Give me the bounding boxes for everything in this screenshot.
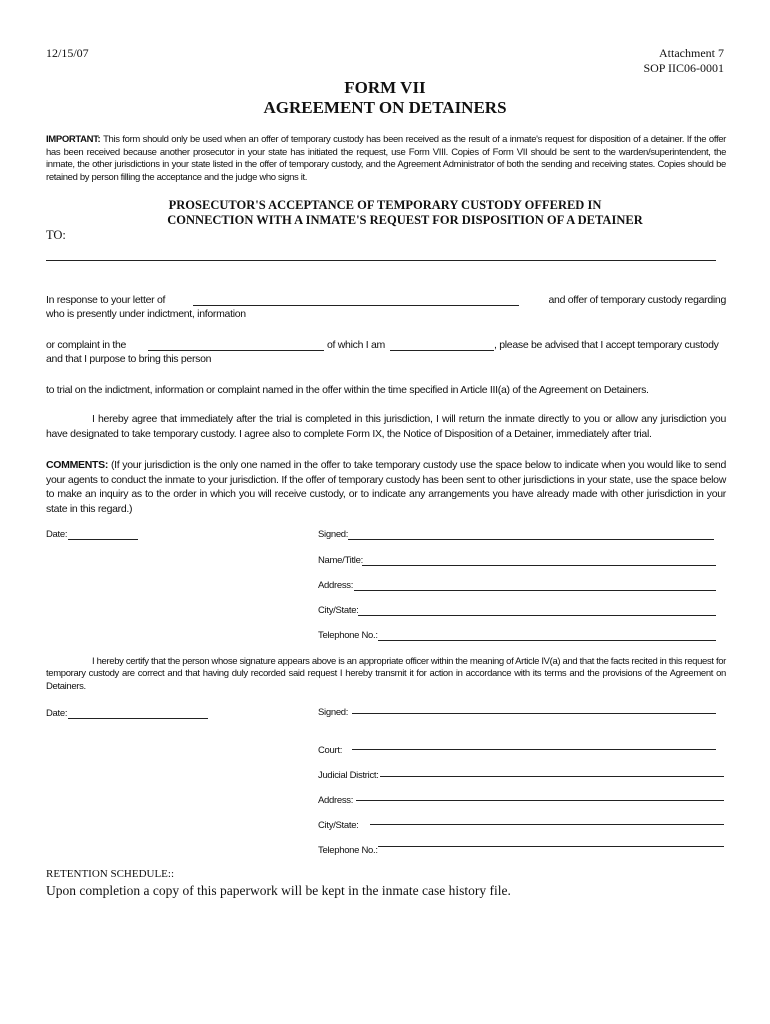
judicial-district-field[interactable] <box>380 776 724 777</box>
comments-paragraph <box>46 458 726 516</box>
court-field[interactable] <box>352 749 716 750</box>
complaint-prefix: or complaint in the <box>46 339 127 351</box>
address-label-2: Address: <box>318 795 354 806</box>
important-label: IMPORTANT: <box>46 134 101 145</box>
name-title-field[interactable] <box>362 565 716 566</box>
section-heading-line2: CONNECTION WITH A INMATE'S REQUEST FOR DISPOSITION OF A DETAINER <box>167 213 643 227</box>
signed-label-1: Signed: <box>318 529 349 540</box>
date-field-1[interactable] <box>68 539 138 540</box>
name-title-label: Name/Title: <box>318 555 363 566</box>
to-label: TO: <box>46 228 66 242</box>
attachment-label: Attachment 7 <box>659 46 724 60</box>
court-label: Court: <box>318 745 343 756</box>
retention-text: Upon completion a copy of this paperwork will be kept in the inmate case history file. <box>46 883 511 898</box>
address-field-2[interactable] <box>356 800 724 801</box>
form-title: FORM VII <box>344 78 426 97</box>
date-field-2[interactable] <box>68 718 208 719</box>
telephone-field-2[interactable] <box>378 846 724 847</box>
complaint-line2: and that I purpose to bring this person <box>46 353 212 365</box>
signed-field-1[interactable] <box>348 539 714 540</box>
section-heading-line1: PROSECUTOR'S ACCEPTANCE OF TEMPORARY CUSTODY OFFERED IN <box>168 198 602 212</box>
city-state-label-1: City/State: <box>318 605 359 616</box>
address-field-1[interactable] <box>354 590 716 591</box>
city-state-label-2: City/State: <box>318 820 359 831</box>
trial-text: to trial on the indictment, information or complaint named in the offer within the time specified in Article III(a) of the Agreement on Detainers. <box>46 384 649 396</box>
date-label-2: Date: <box>46 708 68 719</box>
to-field[interactable] <box>46 260 716 261</box>
title-field[interactable] <box>390 350 494 351</box>
address-label-1: Address: <box>318 580 354 591</box>
certify-text: I hereby certify that the person whose signature appears above is an appropriate officer within the meaning of Article IV(a) and that the facts recited in this request for temporary custody are correct and that having duly recorded said request I hereby transmit it for action in accordance with its terms and the provisions of the Agreement on Detainers. <box>46 656 726 692</box>
form-subtitle: AGREEMENT ON DETAINERS <box>263 98 507 117</box>
complaint-suffix: , please be advised that I accept temporary custody <box>494 339 719 351</box>
judicial-district-label: Judicial District: <box>318 770 379 781</box>
signed-label-2: Signed: <box>318 707 349 718</box>
date-label-1: Date: <box>46 529 68 540</box>
sop-number: SOP IIC06-0001 <box>643 61 724 75</box>
important-text: This form should only be used when an offer of temporary custody has been received as the result of a inmate's request for disposition of a detainer. If the offer has been received because another prosecutor in your state has initiated the request, use Form VIII. Copies of Form VII should be sent to the warden/superintendent, the inmate, the other jurisdictions in your state listed in the offer of temporary custody, and the Agreement Administrator of both the sending and receiving states. Copies should be retained by person filling the acceptance and the judge who signs it. <box>46 134 726 183</box>
telephone-field-1[interactable] <box>378 640 716 641</box>
letter-date-field[interactable] <box>193 305 519 306</box>
complaint-mid: of which I am <box>327 339 385 351</box>
response-suffix: and offer of temporary custody regarding <box>548 294 726 306</box>
city-state-field-2[interactable] <box>370 824 724 825</box>
important-notice <box>46 134 726 184</box>
city-state-field-1[interactable] <box>358 615 716 616</box>
signed-field-2[interactable] <box>352 713 716 714</box>
response-line2: who is presently under indictment, information <box>46 308 246 320</box>
court-name-field[interactable] <box>148 350 324 351</box>
telephone-label-1: Telephone No.: <box>318 630 378 641</box>
response-prefix: In response to your letter of <box>46 294 166 306</box>
comments-text: (If your jurisdiction is the only one named in the offer to take temporary custody use the space below to indicate when you would like to send your agents to conduct the inmate to your jurisdiction. If the offer of temporary custody has been sent to other jurisdictions in your state, use the space below to make an inquiry as to the order in which you will receive custody, or to indicate any arrangements you have already made with other jurisdiction in your state in this regard.) <box>46 459 726 515</box>
telephone-label-2: Telephone No.: <box>318 845 378 856</box>
comments-label: COMMENTS: <box>46 459 109 471</box>
retention-label: RETENTION SCHEDULE:: <box>46 868 175 880</box>
form-date: 12/15/07 <box>46 46 89 60</box>
agree-text: I hereby agree that immediately after the trial is completed in this jurisdiction, I will return the inmate directly to you or allow any jurisdiction you have designated to take temporary custody. I agree also to complete Form IX, the Notice of Disposition of a Detainer, immediately after trial. <box>46 413 726 440</box>
